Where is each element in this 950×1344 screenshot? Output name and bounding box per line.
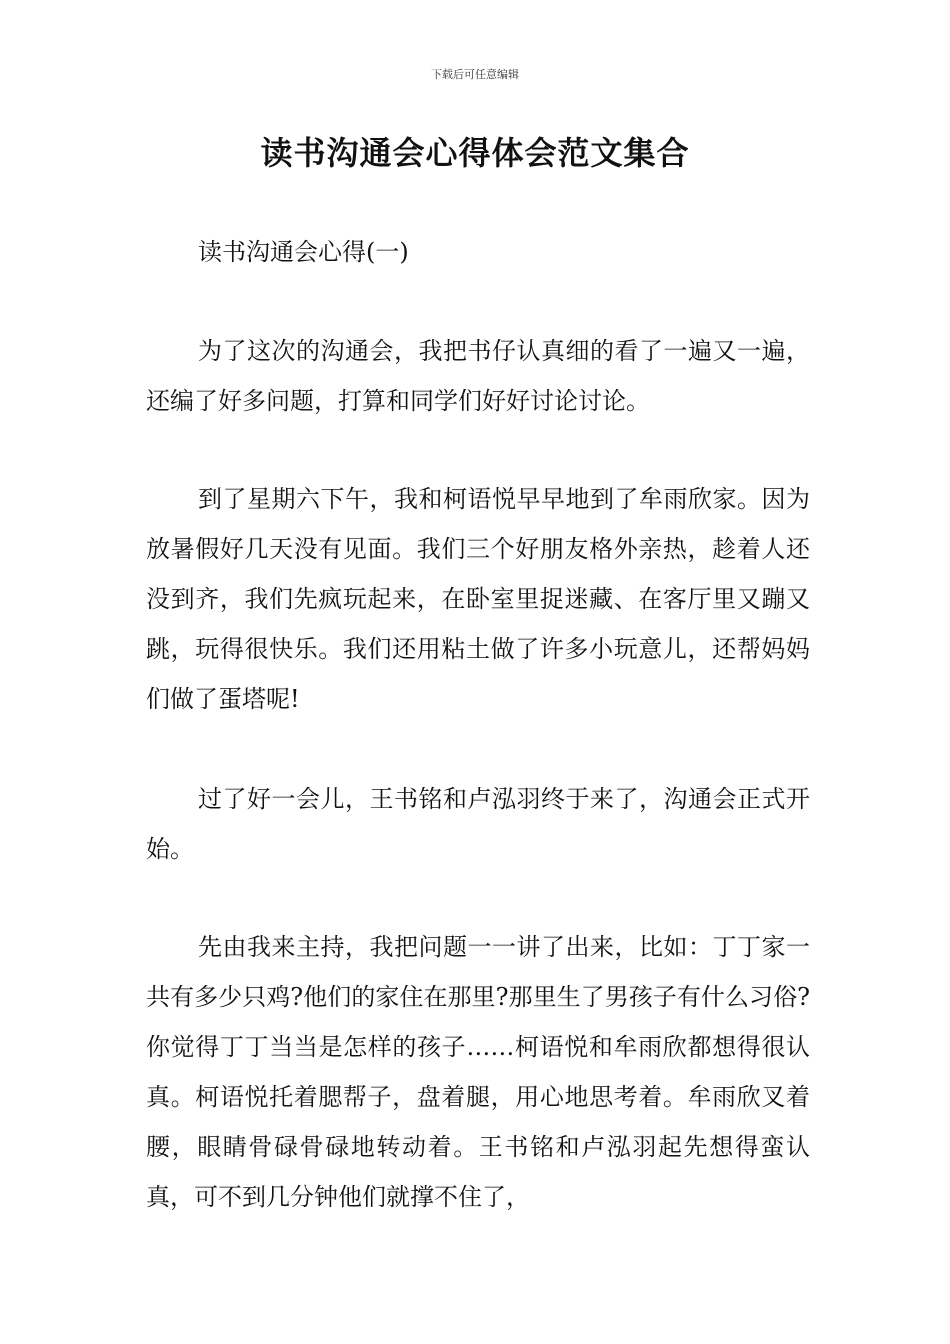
paragraph: 到了星期六下午，我和柯语悦早早地到了牟雨欣家。因为放暑假好几天没有见面。我们三个好朋友格外亲热，趁着人还没到齐，我们先疯玩起来，在卧室里捉迷藏、在客厅里又蹦又跳，玩得很快乐。我们还用粘土做了许多小玩意儿，还帮妈妈们做了蛋塔呢! — [146, 485, 810, 713]
section-heading: 读书沟通会心得(一) — [198, 238, 409, 266]
paragraph: 为了这次的沟通会，我把书仔认真细的看了一遍又一遍，还编了好多问题，打算和同学们好好讨论讨论。 — [146, 337, 810, 415]
document-title: 读书沟通会心得体会范文集合 — [260, 134, 690, 172]
header-note: 下载后可任意编辑 — [431, 68, 519, 81]
paragraph: 过了好一会儿，王书铭和卢泓羽终于来了，沟通会正式开始。 — [146, 785, 810, 863]
paragraph: 先由我来主持，我把问题一一讲了出来，比如：丁丁家一共有多少只鸡?他们的家住在那里?那里生了男孩子有什么习俗?你觉得丁丁当当是怎样的孩子……柯语悦和牟雨欣都想得很认真。柯语悦托着腮帮子，盘着腿，用心地思考着。牟雨欣叉着腰，眼睛骨碌骨碌地转动着。王书铭和卢泓羽起先想得蛮认真，可不到几分钟他们就撑不住了， — [146, 933, 810, 1211]
